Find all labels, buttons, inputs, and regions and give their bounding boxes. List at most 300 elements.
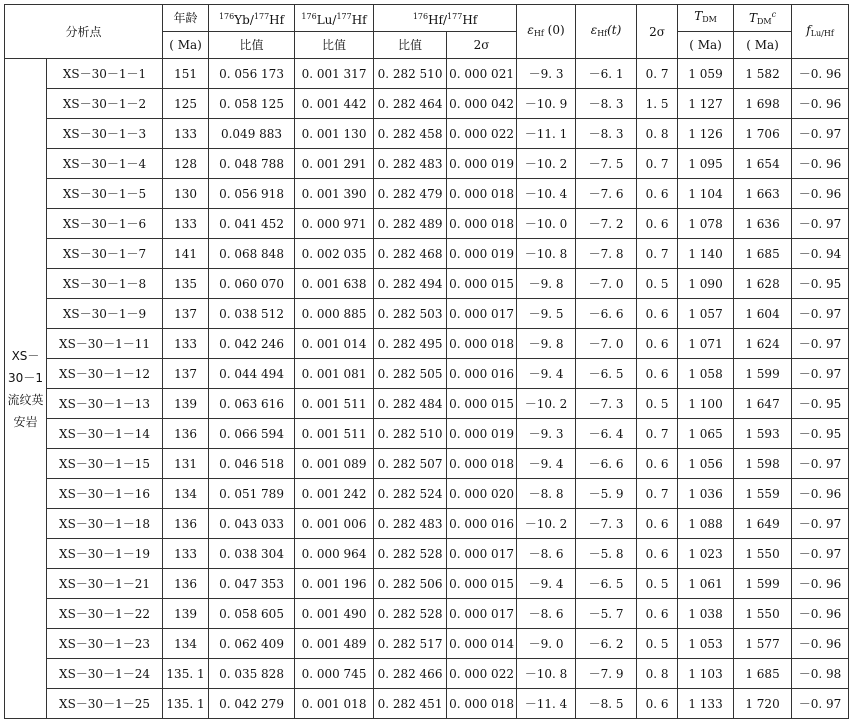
epsilon-hf-0-cell: －10. 0	[517, 209, 576, 239]
tdmc-cell: 1 599	[734, 359, 792, 389]
lu-sup-177: 177	[336, 11, 352, 21]
sample-id-cell: XS－30－1－14	[47, 419, 163, 449]
epsilon-hf-0-cell: －9. 3	[517, 59, 576, 89]
table-row	[5, 149, 849, 179]
yb-hf-ratio-cell: 0. 047 353	[209, 569, 295, 599]
age-cell: 136	[163, 569, 209, 599]
hf-2sigma-cell: 0. 000 016	[447, 359, 517, 389]
epsilon-hf-t-cell: －5. 7	[576, 599, 637, 629]
hf-2sigma-cell: 0. 000 016	[447, 509, 517, 539]
header-tdm-unit: ( Ma)	[678, 32, 734, 59]
epsilon-hf-0-cell: －9. 4	[517, 449, 576, 479]
age-cell: 133	[163, 329, 209, 359]
table-row	[5, 119, 849, 149]
epsilon-hf-t-cell: －6. 6	[576, 299, 637, 329]
yb-hf-ratio-cell: 0. 063 616	[209, 389, 295, 419]
yb-hf-ratio-cell: 0. 038 512	[209, 299, 295, 329]
tdm-cell: 1 104	[678, 179, 734, 209]
yb-hf-ratio-cell: 0. 035 828	[209, 659, 295, 689]
hf-2sigma-cell: 0. 000 042	[447, 89, 517, 119]
epsilon-hf-t-cell: －7. 8	[576, 239, 637, 269]
age-cell: 139	[163, 599, 209, 629]
epsilon-hf-t-cell: －6. 5	[576, 569, 637, 599]
hf-hf-ratio-cell: 0. 282 507	[374, 449, 447, 479]
epsilon-hf-0-cell: －10. 2	[517, 509, 576, 539]
epsilon-hf-t-cell: －7. 5	[576, 149, 637, 179]
two-sigma-cell: 0. 7	[637, 59, 678, 89]
hf-hf-ratio-cell: 0. 282 466	[374, 659, 447, 689]
epsilon-hf-0-cell: －9. 8	[517, 329, 576, 359]
two-sigma-cell: 0. 7	[637, 419, 678, 449]
lu-hf-ratio-cell: 0. 001 014	[295, 329, 374, 359]
epsilon-hf-0-cell: －10. 8	[517, 239, 576, 269]
tdm-cell: 1 061	[678, 569, 734, 599]
header-age	[163, 5, 209, 32]
lu-hf-ratio-cell: 0. 001 511	[295, 389, 374, 419]
lu-hf-ratio-cell: 0. 002 035	[295, 239, 374, 269]
tdmc-subscript: DM	[756, 16, 772, 26]
hf-hf-ratio-cell: 0. 282 510	[374, 419, 447, 449]
table-row	[5, 689, 849, 719]
epsilon-hf-0-cell: －9. 4	[517, 359, 576, 389]
hf-hf-ratio-cell: 0. 282 458	[374, 119, 447, 149]
header-hf-ratio: 比值	[374, 32, 447, 59]
age-cell: 135	[163, 269, 209, 299]
tdm-cell: 1 071	[678, 329, 734, 359]
age-cell: 125	[163, 89, 209, 119]
hf-hf-ratio-cell: 0. 282 483	[374, 509, 447, 539]
lu-label: Lu/	[316, 12, 337, 27]
f-lu-hf-cell: －0. 96	[792, 59, 849, 89]
two-sigma-cell: 0. 6	[637, 689, 678, 719]
age-cell: 135. 1	[163, 659, 209, 689]
sample-id-cell: XS－30－1－7	[47, 239, 163, 269]
hf-2sigma-cell: 0. 000 015	[447, 389, 517, 419]
header-lu-ratio: 比值	[295, 32, 374, 59]
tdm-subscript: DM	[702, 15, 717, 24]
two-sigma-cell: 0. 5	[637, 629, 678, 659]
header-two-sigma: 2σ	[637, 5, 678, 59]
table-row	[5, 269, 849, 299]
epsilon-hf-t-cell: －7. 0	[576, 329, 637, 359]
f-lu-hf-cell: －0. 94	[792, 239, 849, 269]
two-sigma-cell: 0. 8	[637, 119, 678, 149]
tdm-cell: 1 056	[678, 449, 734, 479]
tdmc-cell: 1 698	[734, 89, 792, 119]
epsilon-hf-0-cell: －8. 6	[517, 599, 576, 629]
two-sigma-cell: 0. 5	[637, 389, 678, 419]
yb-label: Yb/	[234, 12, 254, 27]
tdmc-cell: 1 550	[734, 539, 792, 569]
hf-2sigma-cell: 0. 000 015	[447, 269, 517, 299]
header-age-label: 年龄	[173, 11, 198, 25]
table-row	[5, 659, 849, 689]
table-row	[5, 299, 849, 329]
flu-symbol: f	[806, 22, 811, 37]
hf-hf-ratio-cell: 0. 282 494	[374, 269, 447, 299]
header-yb-ratio: 比值	[209, 32, 295, 59]
tdm-cell: 1 023	[678, 539, 734, 569]
two-sigma-cell: 1. 5	[637, 89, 678, 119]
yb-hf-ratio-cell: 0.049 883	[209, 119, 295, 149]
table-header	[5, 5, 849, 59]
age-cell: 133	[163, 539, 209, 569]
epsilon-hf-t-cell: －6. 2	[576, 629, 637, 659]
sample-id-cell: XS－30－1－24	[47, 659, 163, 689]
tdmc-cell: 1 598	[734, 449, 792, 479]
hf-2sigma-cell: 0. 000 018	[447, 449, 517, 479]
sample-id-cell: XS－30－1－19	[47, 539, 163, 569]
hf-2sigma-cell: 0. 000 019	[447, 149, 517, 179]
f-lu-hf-cell: －0. 95	[792, 419, 849, 449]
two-sigma-cell: 0. 6	[637, 539, 678, 569]
lu-hf-ratio-cell: 0. 001 242	[295, 479, 374, 509]
age-cell: 130	[163, 179, 209, 209]
f-lu-hf-cell: －0. 96	[792, 569, 849, 599]
age-cell: 128	[163, 149, 209, 179]
tdmc-cell: 1 577	[734, 629, 792, 659]
hf-2sigma-cell: 0. 000 020	[447, 479, 517, 509]
sample-id-cell: XS－30－1－9	[47, 299, 163, 329]
f-lu-hf-cell: －0. 96	[792, 149, 849, 179]
yb-hf-ratio-cell: 0. 056 918	[209, 179, 295, 209]
sample-id-cell: XS－30－1－12	[47, 359, 163, 389]
f-lu-hf-cell: －0. 97	[792, 449, 849, 479]
epsilon-hf-0-cell: －11. 4	[517, 689, 576, 719]
eps0-arg: (0)	[547, 22, 565, 37]
tdm-cell: 1 053	[678, 629, 734, 659]
epsilon-hf-0-cell: －9. 5	[517, 299, 576, 329]
lu-hf-ratio-cell: 0. 001 006	[295, 509, 374, 539]
hf-hf-ratio-cell: 0. 282 517	[374, 629, 447, 659]
epsilon-hf-t-cell: －5. 8	[576, 539, 637, 569]
f-lu-hf-cell: －0. 97	[792, 539, 849, 569]
table-row	[5, 179, 849, 209]
header-hf-hf	[374, 5, 517, 32]
age-cell: 139	[163, 389, 209, 419]
table-row	[5, 239, 849, 269]
sample-id-cell: XS－30－1－13	[47, 389, 163, 419]
hf-2sigma-cell: 0. 000 022	[447, 659, 517, 689]
epsilon-hf-t-cell: －6. 1	[576, 59, 637, 89]
hf-2sigma-cell: 0. 000 018	[447, 209, 517, 239]
yb-hf-ratio-cell: 0. 051 789	[209, 479, 295, 509]
hf-hf-ratio-cell: 0. 282 528	[374, 599, 447, 629]
two-sigma-cell: 0. 8	[637, 659, 678, 689]
lu-hf-label: Hf	[351, 12, 367, 27]
sample-id-cell: XS－30－1－16	[47, 479, 163, 509]
hf-2sigma-cell: 0. 000 019	[447, 239, 517, 269]
tdmc-cell: 1 649	[734, 509, 792, 539]
epsilon-hf-t-cell: －7. 0	[576, 269, 637, 299]
tdm-cell: 1 058	[678, 359, 734, 389]
yb-hf-ratio-cell: 0. 042 246	[209, 329, 295, 359]
f-lu-hf-cell: －0. 96	[792, 479, 849, 509]
tdm-symbol: T	[694, 9, 703, 23]
hf-2sigma-cell: 0. 000 017	[447, 299, 517, 329]
flu-subscript: Lu/Hf	[810, 28, 834, 38]
sample-id-cell: XS－30－1－1	[47, 59, 163, 89]
epsilon-hf-0-cell: －10. 2	[517, 149, 576, 179]
tdm-cell: 1 095	[678, 149, 734, 179]
epsilon-hf-0-cell: －9. 3	[517, 419, 576, 449]
two-sigma-cell: 0. 5	[637, 269, 678, 299]
tdm-cell: 1 065	[678, 419, 734, 449]
sample-id-cell: XS－30－1－3	[47, 119, 163, 149]
yb-hf-ratio-cell: 0. 041 452	[209, 209, 295, 239]
yb-hf-ratio-cell: 0. 043 033	[209, 509, 295, 539]
tdm-cell: 1 100	[678, 389, 734, 419]
lu-hf-ratio-cell: 0. 001 291	[295, 149, 374, 179]
age-cell: 135. 1	[163, 689, 209, 719]
tdmc-cell: 1 593	[734, 419, 792, 449]
tdm-cell: 1 088	[678, 509, 734, 539]
yb-hf-ratio-cell: 0. 038 304	[209, 539, 295, 569]
hf-hf-ratio-cell: 0. 282 505	[374, 359, 447, 389]
hf-hf-ratio-cell: 0. 282 528	[374, 539, 447, 569]
yb-hf-ratio-cell: 0. 058 605	[209, 599, 295, 629]
table-row	[5, 389, 849, 419]
tdmc-cell: 1 685	[734, 239, 792, 269]
sample-id-cell: XS－30－1－11	[47, 329, 163, 359]
age-cell: 137	[163, 359, 209, 389]
sample-id-cell: XS－30－1－6	[47, 209, 163, 239]
f-lu-hf-cell: －0. 97	[792, 359, 849, 389]
epsilon-hf-t-cell: －7. 6	[576, 179, 637, 209]
sample-id-cell: XS－30－1－2	[47, 89, 163, 119]
hf-2sigma-cell: 0. 000 018	[447, 689, 517, 719]
epsilon-hf-t-cell: －6. 5	[576, 359, 637, 389]
hf-hf-ratio-cell: 0. 282 489	[374, 209, 447, 239]
lu-hf-ratio-cell: 0. 001 490	[295, 599, 374, 629]
yb-hf-ratio-cell: 0. 044 494	[209, 359, 295, 389]
tdmc-cell: 1 720	[734, 689, 792, 719]
table-row	[5, 539, 849, 569]
lu-sup-176: 176	[301, 11, 317, 21]
tdmc-superscript: c	[771, 9, 777, 19]
hf-label: Hf/	[428, 12, 448, 27]
tdmc-cell: 1 706	[734, 119, 792, 149]
epsilon-hf-t-cell: －6. 4	[576, 419, 637, 449]
lu-hf-ratio-cell: 0. 001 196	[295, 569, 374, 599]
epsilon-hf-t-cell: －8. 3	[576, 89, 637, 119]
table-row	[5, 479, 849, 509]
f-lu-hf-cell: －0. 97	[792, 209, 849, 239]
tdmc-cell: 1 582	[734, 59, 792, 89]
hf-sup-176: 176	[412, 11, 429, 21]
rock-group-cell: XS－30－1流纹英安岩	[5, 59, 47, 719]
hf-hf-ratio-cell: 0. 282 464	[374, 89, 447, 119]
table-row	[5, 89, 849, 119]
hf-2sigma-cell: 0. 000 017	[447, 599, 517, 629]
age-cell: 134	[163, 479, 209, 509]
lu-hf-ratio-cell: 0. 001 317	[295, 59, 374, 89]
yb-hf-ratio-cell: 0. 048 788	[209, 149, 295, 179]
f-lu-hf-cell: －0. 95	[792, 389, 849, 419]
tdmc-cell: 1 624	[734, 329, 792, 359]
hf-sup-177: 177	[447, 11, 463, 21]
tdmc-cell: 1 559	[734, 479, 792, 509]
tdm-cell: 1 103	[678, 659, 734, 689]
yb-sup-177: 177	[253, 11, 270, 21]
epsilon-hf-t-cell: －7. 3	[576, 509, 637, 539]
tdm-cell: 1 140	[678, 239, 734, 269]
lu-hf-ratio-cell: 0. 000 971	[295, 209, 374, 239]
sample-id-cell: XS－30－1－21	[47, 569, 163, 599]
hf-2sigma-cell: 0. 000 018	[447, 329, 517, 359]
tdm-cell: 1 127	[678, 89, 734, 119]
lu-hf-ratio-cell: 0. 001 018	[295, 689, 374, 719]
header-tdmc-unit: ( Ma)	[734, 32, 792, 59]
hf-isotope-table	[4, 4, 849, 719]
two-sigma-cell: 0. 6	[637, 299, 678, 329]
hf-hf-ratio-cell: 0. 282 479	[374, 179, 447, 209]
epsilon-hf-0-cell: －8. 8	[517, 479, 576, 509]
tdmc-cell: 1 685	[734, 659, 792, 689]
tdm-cell: 1 038	[678, 599, 734, 629]
tdmc-cell: 1 636	[734, 209, 792, 239]
hf-hf-ratio-cell: 0. 282 468	[374, 239, 447, 269]
tdm-cell: 1 059	[678, 59, 734, 89]
f-lu-hf-cell: －0. 97	[792, 689, 849, 719]
sample-id-cell: XS－30－1－22	[47, 599, 163, 629]
sample-id-cell: XS－30－1－4	[47, 149, 163, 179]
f-lu-hf-cell: －0. 95	[792, 269, 849, 299]
tdmc-cell: 1 599	[734, 569, 792, 599]
table-row	[5, 59, 849, 89]
two-sigma-cell: 0. 7	[637, 479, 678, 509]
lu-hf-ratio-cell: 0. 001 442	[295, 89, 374, 119]
tdmc-cell: 1 654	[734, 149, 792, 179]
age-cell: 134	[163, 629, 209, 659]
tdm-cell: 1 133	[678, 689, 734, 719]
epst-symbol: ε	[590, 22, 598, 37]
header-epsilon-hf-0	[517, 5, 576, 59]
lu-hf-ratio-cell: 0. 001 081	[295, 359, 374, 389]
hf-hf-ratio-cell: 0. 282 506	[374, 569, 447, 599]
hf-hf-ratio-cell: 0. 282 484	[374, 389, 447, 419]
table-row	[5, 599, 849, 629]
table-row	[5, 629, 849, 659]
tdmc-cell: 1 647	[734, 389, 792, 419]
header-epsilon-hf-t	[576, 5, 637, 59]
sample-id-cell: XS－30－1－8	[47, 269, 163, 299]
tdm-cell: 1 090	[678, 269, 734, 299]
hf-hf-ratio-cell: 0. 282 451	[374, 689, 447, 719]
yb-hf-ratio-cell: 0. 042 279	[209, 689, 295, 719]
epsilon-hf-t-cell: －8. 3	[576, 119, 637, 149]
f-lu-hf-cell: －0. 96	[792, 179, 849, 209]
epsilon-hf-t-cell: －7. 2	[576, 209, 637, 239]
age-cell: 136	[163, 419, 209, 449]
f-lu-hf-cell: －0. 96	[792, 599, 849, 629]
hf-2sigma-cell: 0. 000 015	[447, 569, 517, 599]
header-age-unit: ( Ma)	[163, 32, 209, 59]
header-f-lu-hf	[792, 5, 849, 59]
f-lu-hf-cell: －0. 97	[792, 509, 849, 539]
two-sigma-cell: 0. 6	[637, 209, 678, 239]
epsilon-hf-0-cell: －10. 8	[517, 659, 576, 689]
lu-hf-ratio-cell: 0. 001 511	[295, 419, 374, 449]
f-lu-hf-cell: －0. 97	[792, 329, 849, 359]
lu-hf-ratio-cell: 0. 001 390	[295, 179, 374, 209]
epsilon-hf-0-cell: －10. 2	[517, 389, 576, 419]
hf-hf-ratio-cell: 0. 282 524	[374, 479, 447, 509]
two-sigma-cell: 0. 6	[637, 449, 678, 479]
table-row	[5, 329, 849, 359]
yb-sup-176: 176	[218, 11, 235, 21]
age-cell: 137	[163, 299, 209, 329]
epsilon-hf-0-cell: －9. 8	[517, 269, 576, 299]
yb-hf-ratio-cell: 0. 058 125	[209, 89, 295, 119]
epsilon-hf-t-cell: －8. 5	[576, 689, 637, 719]
two-sigma-cell: 0. 7	[637, 239, 678, 269]
two-sigma-cell: 0. 6	[637, 329, 678, 359]
tdmc-cell: 1 604	[734, 299, 792, 329]
epsilon-hf-0-cell: －10. 4	[517, 179, 576, 209]
hf-2sigma-cell: 0. 000 014	[447, 629, 517, 659]
tdm-cell: 1 057	[678, 299, 734, 329]
two-sigma-cell: 0. 7	[637, 149, 678, 179]
lu-hf-ratio-cell: 0. 000 745	[295, 659, 374, 689]
hf-hf-ratio-cell: 0. 282 503	[374, 299, 447, 329]
epst-arg: (t)	[607, 22, 622, 37]
tdmc-cell: 1 628	[734, 269, 792, 299]
hf-hf-ratio-cell: 0. 282 483	[374, 149, 447, 179]
header-hf-2sigma: 2σ	[447, 32, 517, 59]
yb-hf-ratio-cell: 0. 066 594	[209, 419, 295, 449]
table-row	[5, 449, 849, 479]
lu-hf-ratio-cell: 0. 001 638	[295, 269, 374, 299]
table-row	[5, 419, 849, 449]
header-tdmc	[734, 5, 792, 32]
two-sigma-cell: 0. 6	[637, 179, 678, 209]
epsilon-hf-t-cell: －5. 9	[576, 479, 637, 509]
age-cell: 131	[163, 449, 209, 479]
yb-hf-ratio-cell: 0. 068 848	[209, 239, 295, 269]
table-body	[5, 59, 849, 719]
hf-2sigma-cell: 0. 000 017	[447, 539, 517, 569]
hf-2sigma-cell: 0. 000 022	[447, 119, 517, 149]
tdmc-symbol: T	[748, 10, 757, 25]
yb-hf-label: Hf	[269, 12, 285, 27]
age-cell: 141	[163, 239, 209, 269]
epsilon-hf-t-cell: －6. 6	[576, 449, 637, 479]
epsilon-hf-0-cell: －9. 4	[517, 569, 576, 599]
f-lu-hf-cell: －0. 96	[792, 89, 849, 119]
tdm-cell: 1 126	[678, 119, 734, 149]
hf-2sigma-cell: 0. 000 019	[447, 419, 517, 449]
table-row	[5, 359, 849, 389]
yb-hf-ratio-cell: 0. 062 409	[209, 629, 295, 659]
epst-subscript: Hf	[597, 28, 608, 38]
sample-id-cell: XS－30－1－15	[47, 449, 163, 479]
hf-hf-ratio-cell: 0. 282 510	[374, 59, 447, 89]
lu-hf-ratio-cell: 0. 001 489	[295, 629, 374, 659]
tdm-cell: 1 078	[678, 209, 734, 239]
tdm-cell: 1 036	[678, 479, 734, 509]
hf-hf-label: Hf	[462, 12, 478, 27]
header-lu-hf	[295, 5, 374, 32]
sample-id-cell: XS－30－1－25	[47, 689, 163, 719]
header-analysis-point: 分析点	[5, 5, 163, 59]
epsilon-hf-0-cell: －9. 0	[517, 629, 576, 659]
yb-hf-ratio-cell: 0. 046 518	[209, 449, 295, 479]
two-sigma-cell: 0. 6	[637, 359, 678, 389]
sample-id-cell: XS－30－1－5	[47, 179, 163, 209]
sample-id-cell: XS－30－1－18	[47, 509, 163, 539]
sample-id-cell: XS－30－1－23	[47, 629, 163, 659]
